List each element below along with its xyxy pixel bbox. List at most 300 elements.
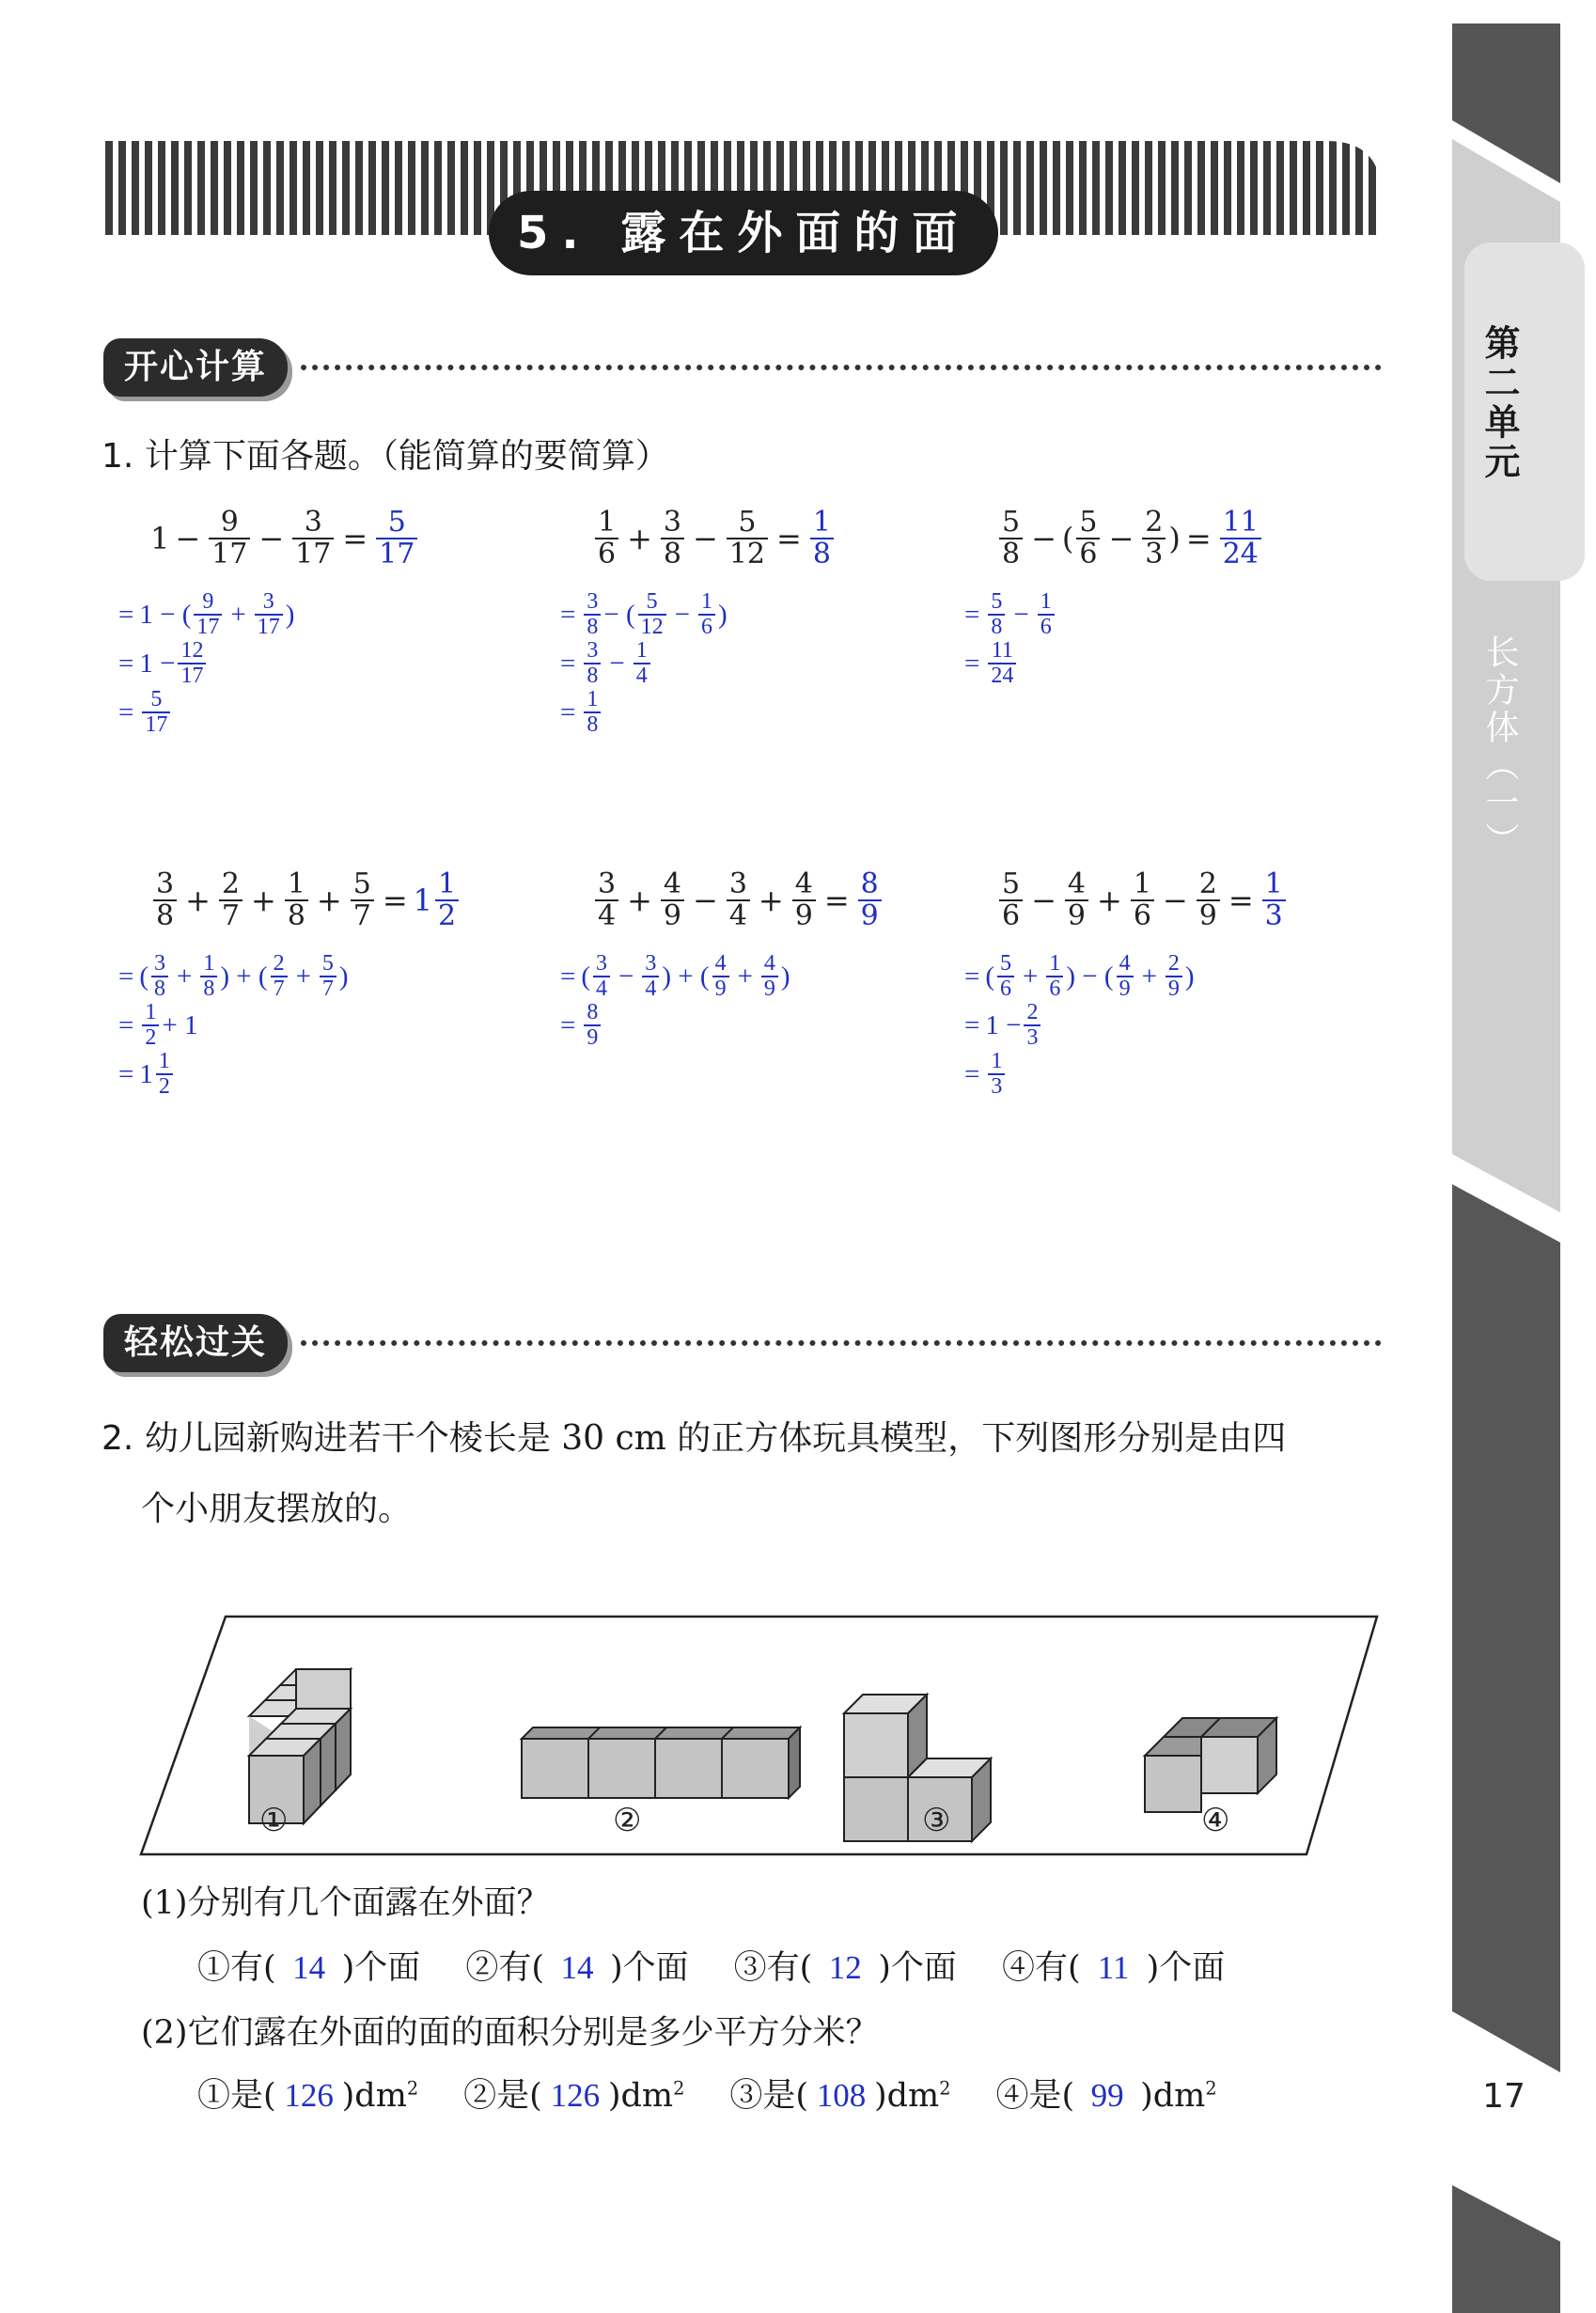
answer-fraction bbox=[1262, 869, 1286, 930]
answer-prefix: ①是( bbox=[197, 2077, 276, 2115]
question-2-line2: 个小朋友摆放的。 bbox=[141, 1490, 413, 1528]
math-operator: + bbox=[737, 961, 753, 992]
answer-prefix: ②有( bbox=[465, 1949, 544, 1987]
denominator: 3 bbox=[1262, 899, 1286, 931]
denominator: 12 bbox=[638, 614, 666, 639]
math-operator: + bbox=[758, 882, 784, 918]
denominator: 9 bbox=[1065, 899, 1088, 931]
fraction bbox=[1065, 869, 1088, 930]
math-problem-3 bbox=[996, 508, 1264, 569]
denominator: 9 bbox=[1166, 976, 1182, 1001]
fraction bbox=[1166, 952, 1182, 1001]
math-operator: = bbox=[776, 520, 802, 556]
numerator: 5 bbox=[738, 506, 757, 539]
math-operator: = bbox=[964, 1009, 980, 1040]
lesson-title: 5. 露在外面的面 bbox=[489, 191, 998, 275]
numerator: 2 bbox=[1145, 506, 1164, 539]
fraction bbox=[595, 869, 618, 930]
denominator: 8 bbox=[584, 711, 601, 737]
denominator: 12 bbox=[727, 538, 768, 570]
answer-fraction bbox=[435, 869, 459, 930]
denominator: 2 bbox=[435, 899, 459, 931]
fraction bbox=[285, 869, 308, 930]
numerator: 3 bbox=[598, 867, 617, 900]
denominator: 7 bbox=[219, 899, 243, 931]
math-operator: = bbox=[1228, 882, 1254, 918]
denominator: 17 bbox=[255, 614, 283, 639]
arrangement-1 bbox=[249, 1669, 351, 1823]
math-text: 1 − bbox=[139, 648, 176, 679]
numerator: 12 bbox=[180, 638, 204, 663]
work-step bbox=[113, 639, 209, 688]
math-operator: + bbox=[1141, 961, 1157, 992]
numerator: 1 bbox=[991, 1049, 1003, 1073]
fraction bbox=[988, 1050, 1005, 1099]
fraction bbox=[999, 869, 1023, 930]
fraction bbox=[153, 869, 177, 930]
denominator: 9 bbox=[712, 976, 729, 1001]
math-operator: + bbox=[316, 882, 342, 918]
fraction bbox=[1076, 508, 1100, 569]
math-operator: − bbox=[175, 520, 201, 556]
section-header-pass bbox=[103, 1314, 1382, 1380]
math-operator: + bbox=[230, 599, 246, 630]
denominator: 6 bbox=[999, 899, 1023, 931]
math-operator: − bbox=[674, 599, 690, 630]
fraction bbox=[1131, 869, 1154, 930]
denominator: 9 bbox=[584, 1024, 601, 1050]
sub-question-2-answers bbox=[197, 2070, 1262, 2117]
answer-prefix: ②是( bbox=[463, 2077, 542, 2115]
denominator: 9 bbox=[792, 899, 816, 931]
math-text: ) bbox=[338, 961, 349, 992]
math-operator: = bbox=[560, 1009, 576, 1040]
numerator: 3 bbox=[663, 506, 681, 539]
chapter-label: 长方体（一） bbox=[1480, 634, 1519, 860]
answer-value: 14 bbox=[292, 1949, 326, 1986]
unit-exponent: 2 bbox=[939, 2077, 951, 2100]
numerator: 2 bbox=[1167, 951, 1180, 976]
math-operator: − bbox=[1108, 520, 1134, 556]
math-operator: + bbox=[627, 520, 652, 556]
math-text: ( bbox=[581, 961, 591, 992]
answer-suffix: )个面 bbox=[1146, 1949, 1226, 1987]
fraction bbox=[156, 1050, 173, 1099]
fraction bbox=[194, 590, 222, 639]
numerator: 2 bbox=[1026, 1000, 1039, 1024]
numerator: 5 bbox=[1079, 506, 1098, 539]
fraction bbox=[292, 508, 334, 569]
denominator: 6 bbox=[698, 614, 715, 639]
sub-question-1: (1)分别有几个面露在外面？ bbox=[141, 1884, 550, 1922]
answer-prefix: ①有( bbox=[197, 1949, 276, 1987]
math-operator: = bbox=[560, 599, 576, 630]
math-operator: = bbox=[823, 882, 850, 918]
math-operator: = bbox=[382, 882, 408, 918]
work-step bbox=[959, 1001, 1043, 1050]
numerator: 11 bbox=[991, 638, 1013, 663]
fraction bbox=[642, 952, 659, 1001]
numerator: 3 bbox=[587, 638, 599, 663]
numerator: 1 bbox=[437, 867, 457, 900]
answer-value: 126 bbox=[284, 2077, 334, 2114]
math-operator: − bbox=[693, 882, 718, 918]
denominator: 8 bbox=[200, 976, 217, 1001]
math-text: − ( bbox=[603, 599, 635, 630]
answer-fraction bbox=[1220, 508, 1261, 569]
fraction bbox=[595, 508, 618, 569]
math-operator: = bbox=[560, 696, 576, 727]
math-operator: + bbox=[185, 882, 211, 918]
sub-question-1-answers bbox=[197, 1942, 1270, 1989]
math-text: + 1 bbox=[162, 1009, 198, 1040]
fraction bbox=[255, 590, 283, 639]
denominator: 6 bbox=[997, 976, 1014, 1001]
work-step bbox=[113, 1001, 197, 1050]
arrangement-2 bbox=[522, 1727, 800, 1798]
answer-prefix: ③有( bbox=[733, 1949, 813, 1987]
math-text: 1 bbox=[150, 520, 170, 556]
fraction bbox=[584, 1001, 601, 1050]
answer-item-3 bbox=[734, 1942, 957, 1989]
answer-suffix: )dm bbox=[607, 2077, 674, 2115]
math-operator: − bbox=[1031, 520, 1056, 556]
section-header-calc bbox=[103, 338, 1382, 404]
math-operator: + bbox=[1023, 961, 1039, 992]
math-text: 1 bbox=[139, 1058, 153, 1089]
denominator: 6 bbox=[595, 538, 618, 570]
numerator: 2 bbox=[273, 951, 285, 976]
fraction bbox=[271, 952, 288, 1001]
fraction bbox=[1038, 590, 1055, 639]
figure-label-1: ① bbox=[259, 1802, 289, 1839]
denominator: 6 bbox=[1076, 538, 1100, 570]
numerator: 1 bbox=[158, 1049, 170, 1073]
fraction bbox=[151, 952, 168, 1001]
answer-fraction bbox=[810, 508, 834, 569]
work-step bbox=[555, 688, 603, 737]
denominator: 17 bbox=[142, 711, 170, 737]
numerator: 9 bbox=[220, 506, 239, 539]
unit-exponent: 2 bbox=[406, 2077, 419, 2100]
denominator: 4 bbox=[593, 976, 610, 1001]
denominator: 7 bbox=[271, 976, 288, 1001]
numerator: 5 bbox=[1002, 867, 1021, 900]
arrangement-3 bbox=[844, 1695, 991, 1841]
fraction bbox=[988, 639, 1016, 688]
numerator: 2 bbox=[221, 867, 240, 900]
fraction bbox=[142, 1001, 159, 1050]
numerator: 4 bbox=[1067, 867, 1086, 900]
fraction bbox=[1117, 952, 1134, 1001]
numerator: 3 bbox=[262, 589, 274, 614]
math-operator: = bbox=[342, 520, 368, 556]
numerator: 5 bbox=[1000, 951, 1012, 976]
math-operator: = bbox=[964, 961, 980, 992]
answer-suffix: )个面 bbox=[878, 1949, 957, 1987]
denominator: 17 bbox=[376, 538, 417, 570]
fraction bbox=[351, 869, 374, 930]
answer-fraction bbox=[376, 508, 417, 569]
math-operator: + bbox=[1097, 882, 1122, 918]
answer-item-2 bbox=[465, 1942, 688, 1989]
numerator: 5 bbox=[352, 867, 371, 900]
work-step bbox=[113, 688, 173, 737]
math-operator: = bbox=[118, 696, 134, 727]
fraction bbox=[634, 639, 650, 688]
answer-suffix: )个面 bbox=[609, 1949, 689, 1987]
math-operator: = bbox=[118, 1058, 134, 1089]
fraction bbox=[1197, 869, 1220, 930]
work-step bbox=[113, 952, 349, 1001]
fraction bbox=[999, 508, 1023, 569]
figure-label-2: ② bbox=[613, 1802, 642, 1839]
fraction bbox=[1024, 1001, 1041, 1050]
numerator: 4 bbox=[714, 951, 727, 976]
numerator: 5 bbox=[1002, 506, 1021, 539]
work-step bbox=[113, 590, 294, 639]
work-step bbox=[555, 639, 653, 688]
numerator: 11 bbox=[1222, 506, 1259, 539]
answer-prefix: ③是( bbox=[729, 2077, 808, 2115]
denominator: 4 bbox=[595, 899, 618, 931]
answer-suffix: )个面 bbox=[341, 1949, 421, 1987]
denominator: 3 bbox=[1142, 538, 1166, 570]
math-text: ) bbox=[780, 961, 790, 992]
math-operator: = bbox=[118, 1009, 134, 1040]
math-operator: − bbox=[1162, 882, 1188, 918]
section-divider bbox=[301, 365, 1382, 370]
section-divider bbox=[301, 1340, 1382, 1346]
numerator: 4 bbox=[763, 951, 775, 976]
answer-item-4 bbox=[995, 2070, 1216, 2117]
math-problem-6 bbox=[996, 869, 1289, 930]
math-text: ) − ( bbox=[1066, 961, 1114, 992]
fraction bbox=[727, 869, 750, 930]
answer-value: 99 bbox=[1090, 2077, 1124, 2114]
denominator: 9 bbox=[858, 899, 882, 931]
denominator: 24 bbox=[988, 663, 1016, 688]
work-step bbox=[959, 590, 1057, 639]
numerator: 5 bbox=[646, 589, 658, 614]
math-operator: = bbox=[560, 961, 576, 992]
question-text-line1: 幼儿园新购进若干个棱长是 30 cm 的正方体玩具模型，下列图形分别是由四 bbox=[144, 1419, 1287, 1458]
numerator: 3 bbox=[587, 589, 599, 614]
numerator: 3 bbox=[728, 867, 747, 900]
answer-prefix: ④有( bbox=[1001, 1949, 1081, 1987]
denominator: 7 bbox=[351, 899, 374, 931]
answer-item-2 bbox=[463, 2070, 684, 2117]
fraction bbox=[727, 508, 768, 569]
work-step bbox=[555, 1001, 603, 1050]
numerator: 5 bbox=[387, 506, 406, 539]
denominator: 8 bbox=[661, 538, 684, 570]
fraction bbox=[584, 639, 601, 688]
fraction bbox=[142, 688, 170, 737]
denominator: 4 bbox=[642, 976, 659, 1001]
fraction bbox=[584, 590, 601, 639]
math-operator: − bbox=[693, 520, 718, 556]
denominator: 8 bbox=[999, 538, 1023, 570]
numerator: 5 bbox=[321, 951, 334, 976]
numerator: 3 bbox=[596, 951, 608, 976]
fraction bbox=[661, 869, 684, 930]
fraction bbox=[1142, 508, 1166, 569]
denominator: 8 bbox=[584, 614, 601, 639]
question-2 bbox=[102, 1414, 1286, 1463]
answer-suffix: )dm bbox=[341, 2077, 407, 2115]
math-text: 1 − bbox=[985, 1009, 1022, 1040]
numerator: 1 bbox=[587, 687, 599, 711]
numerator: 1 bbox=[1133, 867, 1151, 900]
numerator: 1 bbox=[700, 589, 712, 614]
numerator: 3 bbox=[645, 951, 657, 976]
math-operator: + bbox=[251, 882, 276, 918]
fraction bbox=[988, 590, 1005, 639]
math-text: ) + ( bbox=[220, 961, 268, 992]
arrangement-4 bbox=[1145, 1718, 1276, 1812]
work-step bbox=[959, 952, 1195, 1001]
denominator: 9 bbox=[1117, 976, 1134, 1001]
work-step bbox=[959, 639, 1019, 688]
numerator: 9 bbox=[202, 589, 214, 614]
math-operator: − bbox=[618, 961, 634, 992]
denominator: 6 bbox=[1131, 899, 1154, 931]
math-operator: = bbox=[964, 1058, 980, 1089]
fraction bbox=[712, 952, 729, 1001]
answer-suffix: )dm bbox=[873, 2077, 940, 2115]
numerator: 1 bbox=[287, 867, 305, 900]
numerator: 8 bbox=[860, 867, 879, 900]
fraction bbox=[593, 952, 610, 1001]
denominator: 3 bbox=[1024, 1024, 1041, 1050]
denominator: 2 bbox=[156, 1073, 173, 1099]
denominator: 9 bbox=[661, 899, 684, 931]
fraction bbox=[698, 590, 715, 639]
answer-prefix: ④是( bbox=[995, 2077, 1075, 2115]
answer-item-1 bbox=[197, 1942, 420, 1989]
numerator: 3 bbox=[304, 506, 322, 539]
denominator: 3 bbox=[988, 1073, 1005, 1099]
math-text: ( bbox=[139, 961, 149, 992]
fraction bbox=[200, 952, 217, 1001]
fraction bbox=[1046, 952, 1063, 1001]
denominator: 8 bbox=[151, 976, 168, 1001]
numerator: 1 bbox=[1049, 951, 1061, 976]
numerator: 3 bbox=[154, 951, 166, 976]
denominator: 17 bbox=[178, 663, 206, 688]
fraction bbox=[584, 688, 601, 737]
denominator: 8 bbox=[810, 538, 834, 570]
numerator: 1 bbox=[1264, 867, 1283, 900]
answer-suffix: )dm bbox=[1140, 2077, 1206, 2115]
math-operator: = bbox=[560, 648, 576, 679]
denominator: 9 bbox=[761, 976, 778, 1001]
math-operator: + bbox=[177, 961, 193, 992]
fraction bbox=[320, 952, 336, 1001]
math-operator: = bbox=[118, 599, 134, 630]
answer-value: 108 bbox=[816, 2077, 867, 2114]
fraction bbox=[219, 869, 243, 930]
fraction bbox=[792, 869, 816, 930]
work-step bbox=[113, 1050, 176, 1099]
numerator: 3 bbox=[156, 867, 175, 900]
figure-label-3: ③ bbox=[922, 1802, 951, 1839]
figure-label-4: ④ bbox=[1201, 1802, 1230, 1839]
math-operator: = bbox=[964, 648, 980, 679]
numerator: 4 bbox=[794, 867, 813, 900]
numerator: 4 bbox=[1119, 951, 1131, 976]
answer-item-4 bbox=[1002, 1942, 1225, 1989]
numerator: 8 bbox=[587, 1000, 599, 1024]
fraction bbox=[638, 590, 666, 639]
denominator: 17 bbox=[292, 538, 334, 570]
denominator: 8 bbox=[153, 899, 177, 931]
math-text: 1 bbox=[413, 882, 432, 918]
math-text: ( bbox=[985, 961, 995, 992]
math-problem-2 bbox=[592, 508, 837, 569]
numerator: 1 bbox=[635, 638, 648, 663]
answer-fraction bbox=[858, 869, 882, 930]
numerator: 1 bbox=[145, 1000, 157, 1024]
math-problem-5 bbox=[592, 869, 884, 930]
fraction bbox=[997, 952, 1014, 1001]
math-text: ) + ( bbox=[662, 961, 710, 992]
math-operator: + bbox=[295, 961, 311, 992]
fraction bbox=[178, 639, 206, 688]
math-operator: − bbox=[258, 520, 285, 556]
math-text: ) bbox=[1168, 520, 1181, 556]
denominator: 2 bbox=[142, 1024, 159, 1050]
denominator: 9 bbox=[1197, 899, 1220, 931]
numerator: 4 bbox=[663, 867, 681, 900]
math-operator: = bbox=[118, 648, 134, 679]
answer-value: 12 bbox=[828, 1949, 862, 1986]
numerator: 1 bbox=[203, 951, 215, 976]
section-label-pass: 轻松过关 bbox=[103, 1314, 288, 1372]
math-text: ) bbox=[1184, 961, 1195, 992]
denominator: 7 bbox=[320, 976, 336, 1001]
math-text: ( bbox=[1061, 520, 1074, 556]
denominator: 24 bbox=[1220, 538, 1261, 570]
math-operator: − bbox=[609, 648, 625, 679]
work-step bbox=[555, 590, 728, 639]
denominator: 6 bbox=[1046, 976, 1063, 1001]
fraction bbox=[761, 952, 778, 1001]
math-operator: = bbox=[118, 961, 134, 992]
math-text: 1 − ( bbox=[139, 599, 192, 630]
fraction bbox=[661, 508, 684, 569]
math-operator: − bbox=[1031, 882, 1056, 918]
denominator: 17 bbox=[194, 614, 222, 639]
denominator: 4 bbox=[634, 663, 650, 688]
unit-exponent: 2 bbox=[1205, 2077, 1217, 2100]
question-1 bbox=[102, 432, 669, 481]
math-problem-4 bbox=[150, 869, 462, 930]
numerator: 5 bbox=[150, 687, 163, 711]
question-text: 计算下面各题。（能简算的要简算） bbox=[144, 437, 669, 476]
work-step bbox=[959, 1050, 1008, 1099]
denominator: 17 bbox=[209, 538, 250, 570]
numerator: 1 bbox=[1040, 589, 1052, 614]
work-step bbox=[555, 952, 790, 1001]
fraction bbox=[209, 508, 250, 569]
denominator: 6 bbox=[1038, 614, 1055, 639]
math-operator: + bbox=[627, 882, 652, 918]
answer-item-3 bbox=[729, 2070, 950, 2117]
answer-value: 126 bbox=[550, 2077, 601, 2114]
math-problem-1 bbox=[150, 508, 420, 569]
